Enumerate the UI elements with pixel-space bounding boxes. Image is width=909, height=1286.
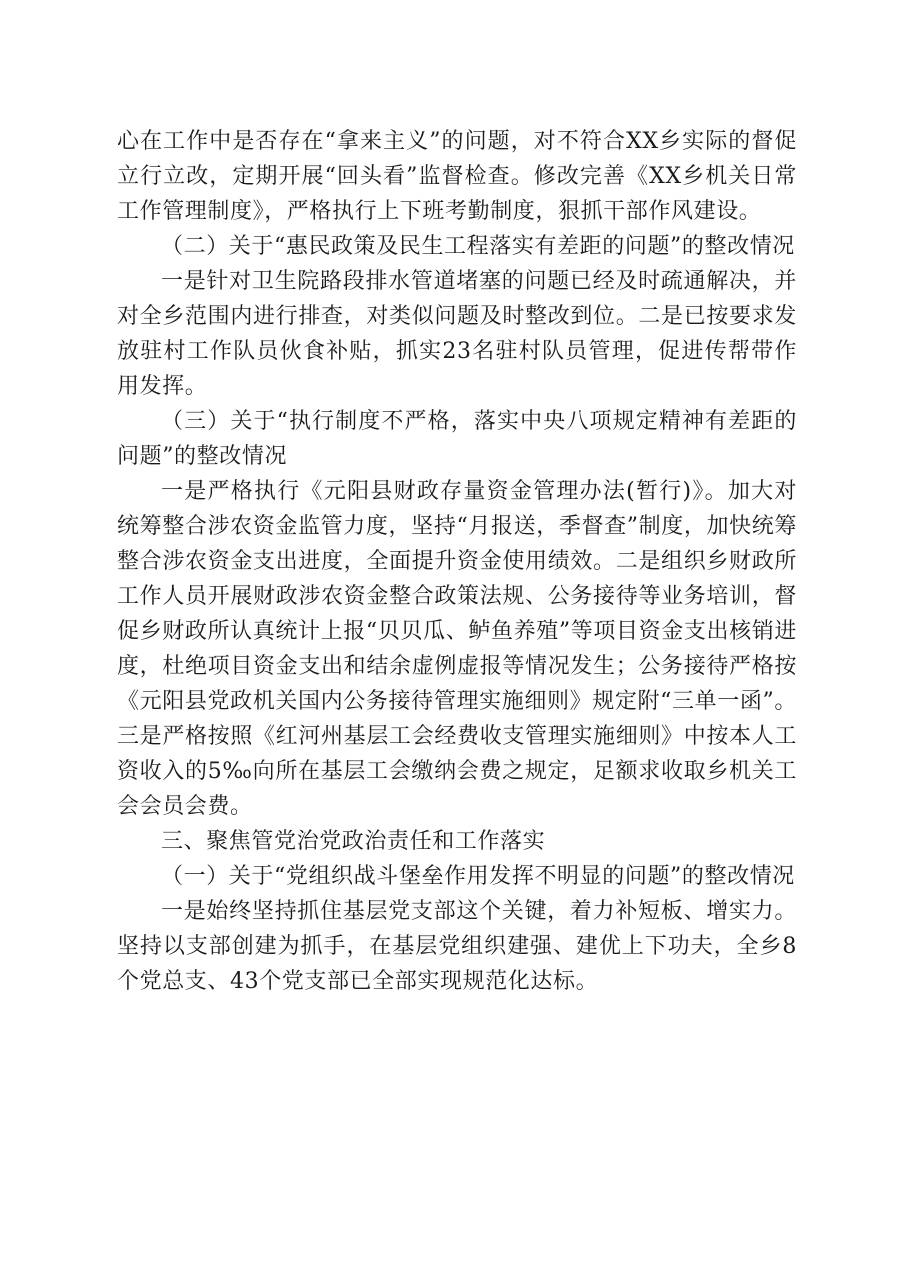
section-heading-2: （二）关于“惠民政策及民生工程落实有差距的问题”的整改情况 — [161, 234, 795, 259]
paragraph-body: 一是针对卫生院路段排水管道堵塞的问题已经及时疏通解决，并对全乡范围内进行排查，对类似问题及时整改到位。二是已按要求发放驻村工作队员伙食补贴，抓实23名驻村队员管理，促进传帮带作用发挥。 — [117, 269, 797, 399]
chapter-heading-3: 三、聚焦管党治党政治责任和工作落实 — [161, 829, 546, 854]
section-heading-3: （三）关于“执行制度不严格，落实中央八项规定精神有差距的问题”的整改情况 — [117, 409, 797, 469]
paragraph-body: 一是严格执行《元阳县财政存量资金管理办法(暂行)》。加大对统筹整合涉农资金监管力度，坚持“月报送，季督查”制度，加快统筹整合涉农资金支出进度，全面提升资金使用绩效。二是组织乡财政所工作人员开展财政涉农资金整合政策法规、公务接待等业务培训，督促乡财政所认真统计上报“贝贝瓜、鲈鱼养殖”等项目资金支出核销进度，杜绝项目资金支出和结余虚例虚报等情况发生；公务接待严格按《元阳县党政机关国内公务接待管理实施细则》规定附“三单一函”。三是严格按照《红河州基层工会经费收支管理实施细则》中按本人工资收入的5‰向所在基层工会缴纳会费之规定，足额求收取乡机关工会会员会费。 — [117, 479, 797, 819]
document-body — [117, 124, 797, 999]
paragraph-body: 一是始终坚持抓住基层党支部这个关键，着力补短板、增实力。坚持以支部创建为抓手，在基层党组织建强、建优上下功夫，全乡8个党总支、43个党支部已全部实现规范化达标。 — [117, 899, 797, 994]
paragraph-continuation: 心在工作中是否存在“拿来主义”的问题，对不符合XX乡实际的督促立行立改，定期开展“回头看”监督检查。修改完善《XX乡机关日常工作管理制度》，严格执行上下班考勤制度，狠抓干部作风建设。 — [117, 129, 797, 224]
section-heading-1: （一）关于“党组织战斗堡垒作用发挥不明显的问题”的整改情况 — [161, 864, 795, 889]
